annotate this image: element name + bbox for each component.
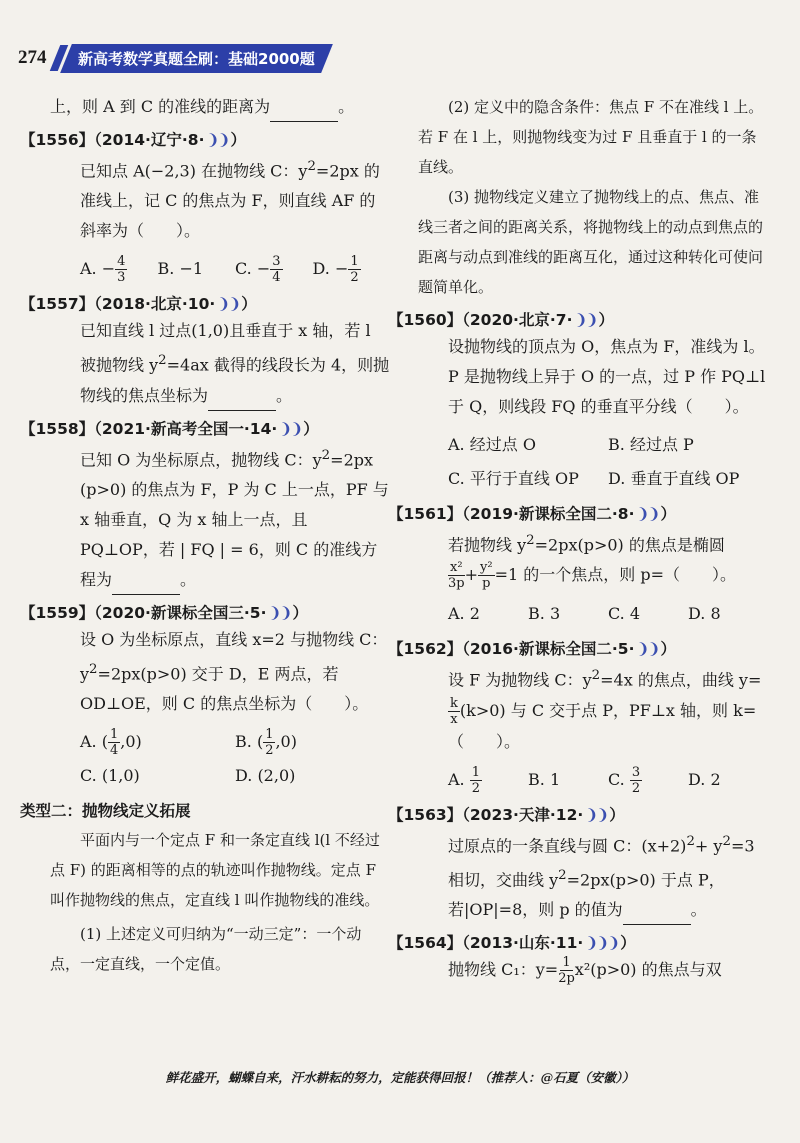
problem-header-1556: 【1556】（2014·辽宁·8· ❩❩ ） [20,131,246,149]
option-c: C. 4 [608,604,641,624]
type-heading: 类型二：抛物线定义拓展 [20,802,191,821]
option-c: C. − $\frac{3}{4}$ [235,254,281,286]
option-b: B. −1 [157,259,204,279]
problem-header-1557: 【1557】（2018·北京·10· ❩❩ ） [20,295,257,314]
problem-body-1561: 若抛物线 $y^2=2px(p>0)$ 的焦点是椭圆 $\frac{\text{x²}}{3p}$ + $\frac{\text{y²}}{p}$ =1 的一个焦点，则 p=（ ）。 [448,533,736,592]
left-column [20,92,390,979]
options-1559 [50,725,390,793]
option-c: C. (1,0) [80,766,140,786]
problem-header-1564: 【1564】（2013·山东·11· ❩❩❩ ） [388,934,636,953]
continued-text: 上，则 A 到 C 的准线的距离为 。 [50,92,390,122]
option-a: A. ( $\frac{1}{4}$ ,0) [80,727,142,759]
problem-body-1558: 已知 O 为坐标原点，抛物线 C：$y^2=2px$ (p>0) 的焦点为 F，P 为 C 上一点，PF 与 x 轴垂直，Q 为 x 轴上一点，且 PQ⊥OP，若 | FQ | = 6，则 C 的准线方程为 。 [50,441,390,595]
page-number: 274 [18,47,47,68]
problem-header-1561: 【1561】（2019·新课标全国二·8· ❩❩ ） [388,505,676,523]
option-a: A. 2 [448,604,480,624]
difficulty-icon: ❩❩ [217,295,240,314]
option-c: C. $\frac{3}{2}$ [608,764,641,796]
option-b: B. 经过点 P [608,435,694,454]
problem-body-1557: 已知直线 l 过点(1,0)且垂直于 x 轴，若 l 被抛物线 $y^2=4ax$ 截得的线段长为 4，则抛物线的焦点坐标为 。 [50,316,390,410]
option-b: B. ( $\frac{1}{2}$ ,0) [235,727,297,759]
definition-note-1: (1) 上述定义可归纳为“一动三定”：一个动点，一定直线，一个定值。 [50,925,362,974]
problem-body-1559: 设 O 为坐标原点，直线 x=2 与抛物线 C：$y^2=2px(p>0)$ 交于 D，E 两点，若 OD⊥OE，则 C 的焦点坐标为（ ）。 [80,629,388,714]
options-1561 [418,597,768,631]
problem-header-1560: 【1560】（2020·北京·7· ❩❩ ） [388,311,614,329]
difficulty-icon: ❩❩ [585,805,608,824]
definition-note-3: (3) 抛物线定义建立了抛物线上的点、焦点、准线三者之间的距离关系，将抛物线上的动点到焦点的距离与动点到准线的距离互化，通过这种转化可使问题简单化。 [418,188,764,296]
options-1560 [418,428,768,496]
option-d: D. 2 [688,769,721,789]
problem-header-1559: 【1559】（2020·新课标全国三·5· ❩❩ ） [20,603,308,622]
definition-note-2: (2) 定义中的隐含条件：焦点 F 不在准线 l 上。若 F 在 l 上，则抛物线变为过 F 且垂直于 l 的一条直线。 [418,98,764,176]
problem-header-1562: 【1562】（2016·新课标全国二·5· ❩❩ ） [388,640,676,659]
difficulty-icon: ❩❩ [636,640,659,659]
option-d: D. 8 [688,604,721,624]
option-a: A. − $\frac{4}{3}$ [80,254,126,286]
answer-blank [623,906,691,925]
answer-blank [208,392,276,411]
right-column [388,92,768,987]
option-a: A. $\frac{1}{2}$ [448,764,481,796]
difficulty-icon: ❩❩❩ [585,934,619,953]
option-d: D. 垂直于直线 OP [608,469,740,488]
book-title: 新高考数学真题全刷：基础2000题 [60,44,332,73]
options-1556 [50,252,390,286]
problem-body-1564: 抛物线 C₁：y= $\frac{1}{2p}$ x²(p>0) 的焦点与双 [448,955,722,987]
option-b: B. 3 [528,604,561,624]
page-header [18,42,326,74]
answer-blank [270,103,338,122]
problem-body-1556: 已知点 A(−2,3) 在抛物线 C：$y^2=2px$ 的准线上，记 C 的焦点为 F，则直线 AF 的斜率为（ ）。 [80,159,380,241]
difficulty-icon: ❩❩ [206,131,229,149]
footer-motto: 鲜花盛开，蝴蝶自来，汗水耕耘的努力，定能获得回报！（推荐人：@石夏（安徽）） [165,1070,635,1085]
option-b: B. 1 [528,769,561,789]
option-d: D. (2,0) [235,766,296,786]
problem-body-1562: 设 F 为抛物线 C：$y^2=4x$ 的焦点，曲线 y= $\frac{k}{x}$ (k>0) 与 C 交于点 P，PF⊥x 轴，则 k=（ ）。 [448,668,762,751]
difficulty-icon: ❩❩ [636,505,659,523]
difficulty-icon: ❩❩ [279,419,302,438]
answer-blank [112,576,180,595]
problem-body-1563: 过原点的一条直线与圆 C：$(x+2)^2+ y^2=3$ 相切，交曲线 $y^2=2px(p>0)$ 于点 P，若|OP|=8，则 p 的值为 。 [418,827,768,926]
problem-body-1560: 设抛物线的顶点为 O，焦点为 F，准线为 l。P 是抛物线上异于 O 的一点，过 P 作 PQ⊥l 于 Q，则线段 FQ 的垂直平分线（ ）。 [448,337,766,416]
difficulty-icon: ❩❩ [574,311,597,329]
option-c: C. 平行于直线 OP [448,469,579,488]
option-d: D. − $\frac{1}{2}$ [312,254,359,286]
difficulty-icon: ❩❩ [268,603,291,622]
problem-header-1563: 【1563】（2023·天津·12· ❩❩ ） [388,805,625,824]
options-1562 [418,763,768,797]
option-a: A. 经过点 O [448,435,536,454]
problem-header-1558: 【1558】（2021·新高考全国一·14· ❩❩ ） [20,419,319,438]
definition-paragraph: 平面内与一个定点 F 和一条定直线 l(l 不经过点 F) 的距离相等的点的轨迹叫作抛物线。定点 F 叫作抛物线的焦点，定直线 l 叫作抛物线的准线。 [50,831,380,910]
